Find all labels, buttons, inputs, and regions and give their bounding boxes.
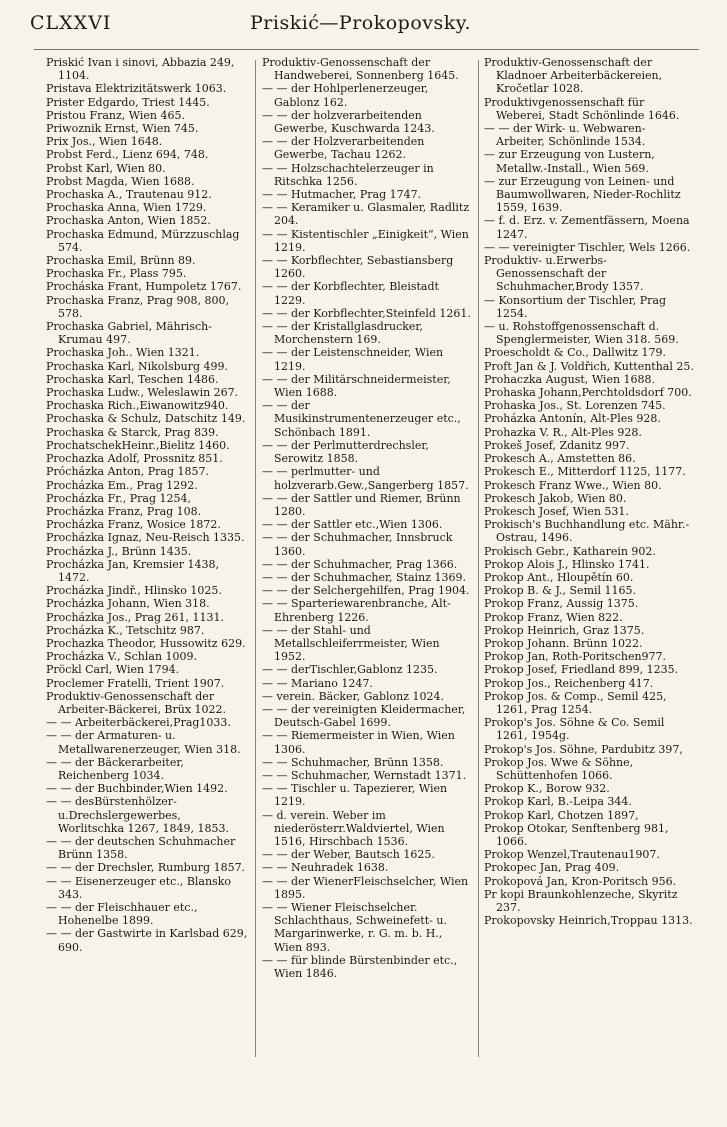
directory-entry: Produktiv- u.Erwerbs-Genossenschaft der Schuhmacher,Brody 1357. (484, 254, 644, 294)
directory-entry: Prochaska Karl, Nikolsburg 499. (46, 359, 229, 373)
directory-entry: — d. verein. Weber im niederösterr.Waldviertel, Wien 1516, Hirschbach 1536. (262, 808, 445, 848)
directory-entry: Procházka Jos., Prag 261, 1131. (46, 610, 225, 624)
directory-entry: Prokisch's Buchhandlung etc. Mähr.-Ostrau, 1496. (484, 518, 690, 545)
directory-entry: Proclemer Fratelli, Trient 1907. (46, 676, 225, 690)
directory-entry: Prister Edgardo, Triest 1445. (46, 95, 210, 109)
directory-entry: — — Eisenerzeuger etc., Blansko 343. (46, 874, 232, 901)
directory-entry: — — der Perlmutterdrechsler, Serowitz 1858. (262, 438, 429, 466)
directory-entry: Prokop's Jos. Söhne & Co. Semil 1261, 1954g. (484, 716, 665, 743)
directory-entry: Prokopec Jan, Prag 409. (484, 861, 620, 875)
directory-entry: — — der Leistenschneider, Wien 1219. (262, 346, 444, 373)
directory-entry: Prokesch Franz Wwe., Wien 80. (484, 478, 662, 492)
directory-entry: Procházka Johann, Wien 318. (46, 597, 210, 611)
directory-entry: — zur Erzeugung von Leinen- und Baumwollwaren, Nieder-Rochlitz 1559, 1639. (484, 174, 681, 215)
directory-entry: — — Tischler u. Tapezierer, Wien 1219. (262, 782, 448, 809)
directory-entry: Priskić Ivan i sinovi, Abbazia 249, 1104. (46, 56, 235, 83)
directory-entry: ProchatschekHeinr.,Bielitz 1460. (46, 438, 230, 452)
directory-entry: Prokop Franz, Aussig 1375. (484, 597, 639, 611)
directory-entry: Procháska Frant, Humpoletz 1767. (46, 280, 242, 294)
directory-entry: Probst Ferd., Lienz 694, 748. (46, 148, 209, 162)
directory-entry: Prokop Johann. Brünn 1022. (484, 636, 643, 650)
column-divider-1 (255, 60, 256, 1057)
directory-entry: Probst Karl, Wien 80. (46, 161, 166, 175)
directory-entry: — — der Militärschneidermeister, Wien 1688. (262, 372, 451, 400)
directory-entry: Prochaska A., Trautenau 912. (46, 188, 212, 202)
directory-entry: Prokop K., Borow 932. (484, 782, 610, 796)
directory-entry: — — der Sattler und Riemer, Brünn 1280. (262, 491, 461, 518)
directory-entry: — — der Selchergehilfen, Prag 1904. (262, 584, 470, 598)
directory-entry: Procházka Jan, Kremsier 1438, 1472. (46, 557, 219, 584)
directory-entry: Produktiv-Genossenschaft der Arbeiter-Bäckerei, Brüx 1022. (46, 689, 227, 716)
directory-entry: Prokop Wenzel,Trautenau1907. (484, 848, 660, 862)
directory-entry: Procházka Em., Prag 1292. (46, 478, 198, 492)
directory-entry: Prochaska Anna, Wien 1729. (46, 201, 207, 215)
directory-entry: Procházka J., Brünn 1435. (46, 544, 192, 558)
directory-entry: — — Korbflechter, Sebastiansberg 1260. (262, 254, 454, 281)
directory-entry: Procházka K., Tetschitz 987. (46, 623, 205, 637)
directory-entry: — — der Hohlperlenerzeuger, Gablonz 162. (262, 82, 429, 109)
directory-entry: Prokisch Gebr., Katharein 902. (484, 544, 656, 558)
directory-entry: Prix Jos., Wien 1648. (46, 135, 163, 149)
directory-entry: Prokesch Josef, Wien 531. (484, 504, 629, 518)
directory-entry: — f. d. Erz. v. Zementfässern, Moena 1247. (484, 214, 690, 241)
directory-entry: Pröckl Carl, Wien 1794. (46, 663, 180, 677)
directory-column-2 (262, 56, 472, 1097)
directory-entry: — — Mariano 1247. (262, 676, 373, 690)
directory-entry: Procházka Franz, Prag 108. (46, 504, 202, 518)
directory-entry: Pristou Franz, Wien 465. (46, 108, 185, 122)
directory-entry: Procházka Franz, Wosice 1872. (46, 518, 221, 532)
directory-entry: — — der Musikinstrumentenerzeuger etc., Schönbach 1891. (262, 399, 461, 439)
directory-entry: Prochaska Emil, Brünn 89. (46, 254, 196, 268)
directory-entry: Prokesch Jakob, Wien 80. (484, 491, 627, 505)
directory-entry: — — Sparteriewarenbranche, Alt-Ehrenberg 1226. (262, 597, 451, 624)
directory-entry: — — der Stahl- und Metallschleiferrmeister, Wien 1952. (262, 623, 440, 664)
directory-entry: — — der WienerFleischselcher, Wien 1895. (262, 874, 469, 901)
directory-entry: Procházka Jindř., Hlinsko 1025. (46, 584, 222, 598)
directory-entry: Prokop Ant., Hloupětín 60. (484, 570, 634, 584)
directory-column-1 (46, 56, 248, 1097)
directory-entry: — — der vereinigten Kleidermacher, Deutsch-Gabel 1699. (262, 702, 466, 730)
directory-entry: Procházka Ignaz, Neu-Reisch 1335. (46, 531, 245, 545)
directory-entry: — — Riemermeister in Wien, Wien 1306. (262, 729, 455, 756)
directory-entry: — — der Armaturen- u. Metallwarenerzeuger, Wien 318. (46, 729, 241, 756)
directory-entry: — — Neuhradek 1638. (262, 861, 389, 875)
directory-entry: Pr kopi Braunkohlenzeche, Skyritz 237. (484, 887, 678, 914)
directory-entry: — — Arbeiterbäckerei,Prag1033. (46, 716, 231, 730)
header-divider (34, 49, 699, 50)
directory-entry: Procházka V., Schlan 1009. (46, 650, 198, 664)
directory-entry: Proft Jan & J. Voldřich, Kuttenthal 25. (484, 359, 694, 373)
directory-entry: Prokesch A., Amstetten 86. (484, 452, 636, 466)
directory-entry: Prochaska Ludw., Weleslawin 267. (46, 386, 239, 400)
directory-entry: — — der Bäckerarbeiter, Reichenberg 1034. (46, 755, 184, 782)
directory-entry: — — Holzschachtelerzeuger in Ritschka 1256. (262, 161, 434, 188)
directory-entry: Priwoznik Ernst, Wien 745. (46, 122, 199, 136)
directory-entry: Prohazka V. R., Alt-Ples 928. (484, 425, 642, 439)
directory-entry: — u. Rohstoffgenossenschaft d. Spenglermeister, Wien 318. 569. (484, 320, 679, 347)
directory-column-3 (484, 56, 694, 1097)
directory-entry: — — Wiener Fleischselcher. Schlachthaus, Schweinefett- u. Margarinwerke, r. G. m. b. H., Wien 893. (262, 901, 447, 954)
directory-entry: Prochaska & Starck, Prag 839. (46, 425, 219, 439)
directory-entry: — — derTischler,Gablonz 1235. (262, 663, 438, 677)
directory-entry: — — für blinde Bürstenbinder etc., Wien 1846. (262, 953, 458, 981)
directory-entry: — — Kistentischler „Einigkeit“, Wien 1219. (262, 227, 469, 254)
directory-entry: — — der Schuhmacher, Stainz 1369. (262, 570, 466, 584)
directory-entry: Prokeš Josef, Zdanitz 997. (484, 438, 630, 452)
directory-entry: — — der Kristallglasdrucker, Morchenstern 169. (262, 320, 423, 347)
directory-entry: Prochaska & Schulz, Datschitz 149. (46, 412, 246, 426)
directory-entry: — — der Sattler etc.,Wien 1306. (262, 518, 443, 532)
directory-entry: — zur Erzeugung von Lustern, Metallw.-Install., Wien 569. (484, 148, 655, 175)
directory-entry: Prokop Franz, Wien 822. (484, 610, 623, 624)
directory-entry: Prochaska Franz, Prag 908, 800, 578. (46, 293, 230, 320)
directory-entry: Prokesch E., Mitterdorf 1125, 1177. (484, 465, 686, 479)
directory-entry: — — perlmutter- und holzverarb.Gew.,Sangerberg 1857. (262, 465, 469, 492)
directory-entry: Prokop's Jos. Söhne, Pardubitz 397, (484, 742, 683, 756)
directory-entry: — — der Weber, Bautsch 1625. (262, 848, 435, 862)
directory-entry: Prohaska Johann,Perchtoldsdorf 700. (484, 386, 692, 400)
directory-entry: Probst Magda, Wien 1688. (46, 174, 195, 188)
directory-entry: — — vereinigter Tischler, Wels 1266. (484, 240, 691, 254)
directory-entry: Prokop Jos. Wwe & Söhne, Schüttenhofen 1066. (484, 755, 634, 782)
directory-entry: Prohaska Jos., St. Lorenzen 745. (484, 399, 666, 413)
directory-entry: — — der Gastwirte in Karlsbad 629, 690. (46, 927, 248, 954)
directory-entry: — — desBürstenhölzer- u.Drechslergewerbes, Worlitschka 1267, 1849, 1853. (46, 795, 229, 835)
directory-entry: Proházka Antonín, Alt-Ples 928. (484, 412, 661, 426)
page-number: CLXXVI (30, 12, 112, 34)
directory-entry: Prokop Alois J., Hlinsko 1741. (484, 557, 650, 571)
directory-entry: Prokop Karl, Chotzen 1897, (484, 808, 639, 822)
directory-entry: Prochaska Karl, Teschen 1486. (46, 372, 219, 386)
directory-entry: — — der Holzverarbeitenden Gewerbe, Tachau 1262. (262, 135, 425, 162)
directory-entry: Prokopovsky Heinrich,Troppau 1313. (484, 914, 693, 928)
directory-entry: — — Hutmacher, Prag 1747. (262, 188, 422, 202)
directory-entry: Produktiv-Genossenschaft der Kladnoer Arbeiterbäckereien, Kročetlar 1028. (484, 56, 663, 96)
directory-entry: Prokop Jos., Reichenberg 417. (484, 676, 654, 690)
directory-entry: — — der Schuhmacher, Innsbruck 1360. (262, 531, 453, 558)
directory-entry: Produktiv-Genossenschaft der Handweberei, Sonnenberg 1645. (262, 56, 459, 83)
directory-entry: — — Keramiker u. Glasmaler, Radlitz 204. (262, 201, 470, 228)
directory-entry: Prokop Karl, B.-Leipa 344. (484, 795, 632, 809)
running-head: Priskić—Prokopovsky. (250, 12, 472, 34)
directory-entry: Prochaska Edmund, Mürzzuschlag 574. (46, 227, 240, 254)
directory-entry: Prokop Jos. & Comp., Semil 425, 1261, Prag 1254. (484, 689, 667, 716)
directory-entry: Prochaska Anton, Wien 1852. (46, 214, 211, 228)
directory-entry: — — Schuhmacher, Brünn 1358. (262, 755, 444, 769)
directory-entry: Prócházka Anton, Prag 1857. (46, 465, 209, 479)
column-divider-2 (478, 60, 479, 1057)
directory-entry: Procházka Fr., Prag 1254, (46, 491, 192, 505)
directory-entry: Prochazka Adolf, Prossnitz 851. (46, 452, 223, 466)
directory-entry: Prokop Josef, Friedland 899, 1235. (484, 663, 679, 677)
directory-entry: Prochaska Rich.,Eiwanowitz940. (46, 399, 229, 413)
directory-entry: — — der deutschen Schuhmacher Brünn 1358. (46, 834, 236, 862)
directory-entry: — Konsortium der Tischler, Prag 1254. (484, 293, 666, 320)
directory-entry: — — der Buchbinder,Wien 1492. (46, 782, 228, 796)
directory-entry: Proescholdt & Co., Dallwitz 179. (484, 346, 666, 360)
directory-entry: Prokop B. & J., Semil 1165. (484, 584, 637, 598)
directory-entry: Prochazka Theodor, Hussowitz 629. (46, 636, 246, 650)
directory-entry: Prohaczka August, Wien 1688. (484, 372, 656, 386)
directory-entry: — — Schuhmacher, Wernstadt 1371. (262, 768, 467, 782)
directory-entry: — — der holzverarbeitenden Gewerbe, Kuschwarda 1243. (262, 108, 435, 136)
directory-entry: Prokop Heinrich, Graz 1375. (484, 623, 645, 637)
directory-entry: Prochaska Fr., Plass 795. (46, 267, 187, 281)
directory-entry: — — der Fleischhauer etc., Hohenelbe 1899. (46, 901, 198, 928)
directory-entry: Prokop Otokar, Senftenberg 981, 1066. (484, 821, 669, 848)
directory-entry: — — der Korbflechter,Steinfeld 1261. (262, 306, 471, 320)
directory-entry: Prokopová Jan, Kron-Poritsch 956. (484, 874, 677, 888)
directory-entry: Pristava Elektrizitätswerk 1063. (46, 82, 227, 96)
directory-entry: — — der Korbflechter, Bleistadt 1229. (262, 280, 439, 307)
directory-entry: Prochaska Gabriel, Mährisch-Krumau 497. (46, 320, 212, 347)
directory-entry: Produktivgenossenschaft für Weberei, Stadt Schönlinde 1646. (484, 95, 680, 122)
directory-entry: Prochaska Joh.. Wien 1321. (46, 346, 200, 360)
directory-entry: — — der Drechsler, Rumburg 1857. (46, 861, 246, 875)
directory-entry: — verein. Bäcker, Gablonz 1024. (262, 689, 444, 703)
directory-entry: Prokop Jan, Roth-Poritschen977. (484, 650, 667, 664)
directory-entry: — — der Wirk- u. Webwaren-Arbeiter, Schönlinde 1534. (484, 122, 646, 149)
directory-entry: — — der Schuhmacher, Prag 1366. (262, 557, 458, 571)
